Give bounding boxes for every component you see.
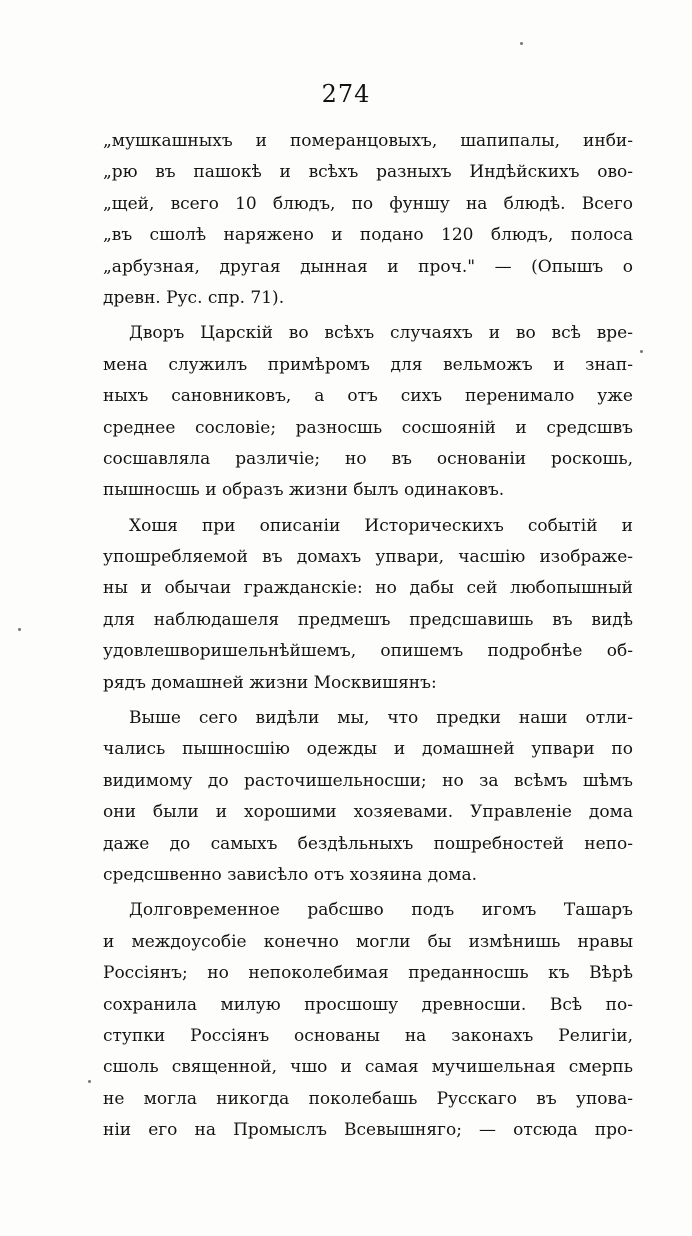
body-text bbox=[103, 126, 633, 1147]
scan-speck bbox=[18, 628, 21, 631]
text-line: „мушкашныхъ и померанцовыхъ, шапипалы, инби- bbox=[103, 131, 633, 151]
text-line: удовлешворишельнѣйшемъ, опишемъ подробнѣе об- bbox=[103, 641, 633, 662]
text-line: „щей, всего 10 блюдъ, по фуншу на блюдѣ. Всего bbox=[103, 193, 633, 214]
text-line: сшоль священной, чшо и самая мучишельная смерпь bbox=[103, 1057, 633, 1078]
text-line: ныхъ сановниковъ, а отъ сихъ перенимало уже bbox=[103, 386, 633, 407]
paragraph-2 bbox=[103, 318, 633, 506]
text-line: видимому до расточишельносши; но за всѣмъ шѣмъ bbox=[103, 770, 633, 791]
text-line: они были и хорошими хозяевами. Управленіе дома bbox=[103, 802, 633, 823]
text-line: рядъ домашней жизни Москвишянъ: bbox=[103, 672, 437, 693]
text-line: среднее сословіе; разносшь сосшояній и средсшвъ bbox=[103, 417, 633, 438]
text-line: не могла никогда поколебашь Русскаго въ упова- bbox=[103, 1088, 633, 1109]
text-line: упошребляемой въ домахъ упвари, часшію изображе- bbox=[103, 547, 633, 568]
text-line: Выше сего видѣли мы, что предки наши отли- bbox=[129, 708, 633, 729]
text-line: для наблюдашеля предмешъ предсшавишь въ видѣ bbox=[103, 609, 633, 630]
text-line: „въ сшолѣ наряжено и подано 120 блюдъ, полоса bbox=[103, 225, 633, 246]
paragraph-1 bbox=[103, 126, 633, 314]
paragraph-3 bbox=[103, 511, 633, 699]
paragraph-5 bbox=[103, 895, 633, 1146]
page-number: 274 bbox=[321, 80, 371, 108]
text-line: Дворъ Царскій во всѣхъ случаяхъ и во всѣ вре- bbox=[129, 323, 633, 344]
paragraph-4 bbox=[103, 703, 633, 891]
scan-speck bbox=[520, 42, 523, 45]
text-line: „арбузная, другая дынная и проч." — (Опышъ о bbox=[103, 256, 633, 277]
text-line: ступки Россіянъ основаны на законахъ Религіи, bbox=[103, 1025, 633, 1046]
text-line: Хошя при описаніи Историческихъ событій и bbox=[129, 515, 633, 536]
text-line: средсшвенно зависѣло отъ хозяина дома. bbox=[103, 864, 478, 885]
text-line: Россіянъ; но непоколебимая преданносшь къ Вѣрѣ bbox=[103, 963, 633, 984]
text-line: даже до самыхъ бездѣльныхъ пошребностей непо- bbox=[103, 833, 633, 854]
text-line: чались пышносшію одежды и домашней упвари по bbox=[103, 739, 633, 760]
text-line: мена служилъ примѣромъ для вельможъ и знап- bbox=[103, 354, 633, 375]
text-line: ніи его на Промыслъ Всевышняго; — отсюда про- bbox=[103, 1120, 633, 1141]
text-line: Долговременное рабсшво подъ игомъ Ташаръ bbox=[129, 900, 633, 921]
text-line: древн. Рус. спр. 71). bbox=[103, 287, 285, 308]
text-line: пышносшь и образъ жизни былъ одинаковъ. bbox=[103, 480, 505, 501]
text-line: сохранила милую просшошу древносши. Всѣ по- bbox=[103, 994, 633, 1015]
scan-speck bbox=[88, 1080, 91, 1083]
text-line: и междоусобіе конечно могли бы измѣнишь нравы bbox=[103, 931, 633, 952]
text-line: ны и обычаи гражданскіе: но дабы сей любопышный bbox=[103, 578, 633, 599]
text-line: сосшавляла различіе; но въ основаніи роскошь, bbox=[103, 448, 633, 469]
scan-speck bbox=[640, 350, 643, 353]
text-line: „рю въ пашокѣ и всѣхъ разныхъ Индѣйскихъ ово- bbox=[103, 162, 633, 183]
